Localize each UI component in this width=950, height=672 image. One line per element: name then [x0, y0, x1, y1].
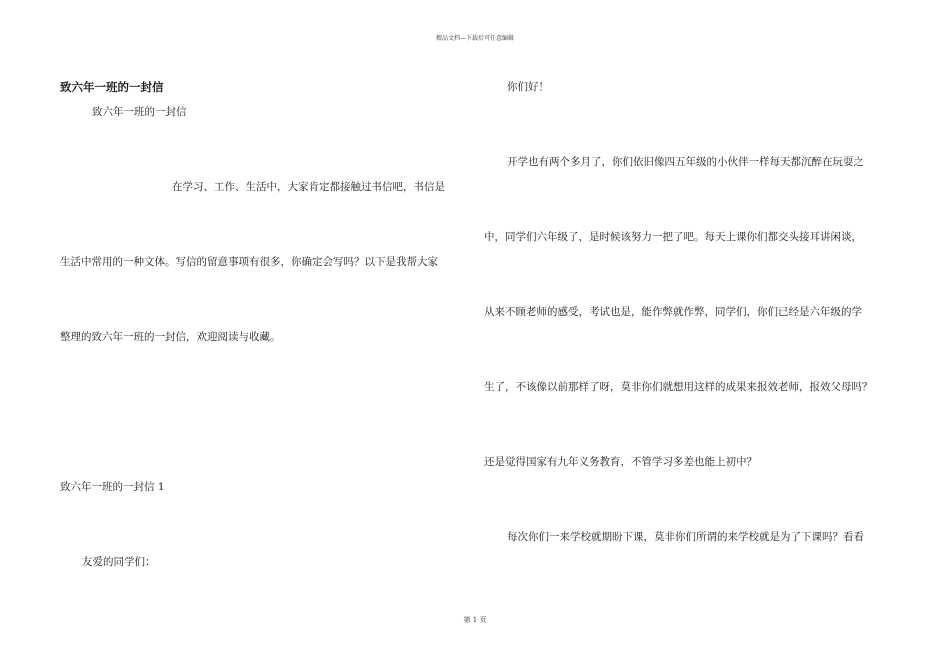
paragraph-1-line-4: 生了，不该像以前那样了呀，莫非你们就想用这样的成果来报效老师，报效父母吗？: [484, 381, 873, 393]
salutation: 友爱的同学们：: [82, 556, 156, 568]
section-heading: 致六年一班的一封信 1: [60, 481, 165, 493]
paragraph-1-line-3: 从来不顾老师的感受，考试也是，能作弊就作弊，同学们，你们已经是六年级的学: [484, 306, 862, 318]
page-number: 第 1 页: [463, 616, 487, 624]
paragraph-1-line-2: 中，同学们六年级了，是时候该努力一把了吧。每天上课你们都交头接耳讲闲谈，: [484, 231, 862, 243]
paragraph-1-line-5: 还是觉得国家有九年义务教育，不管学习多差也能上初中？: [484, 456, 757, 468]
intro-line-2: 生活中常用的一种文体。写信的留意事项有很多，你确定会写吗？以下是我帮大家: [60, 256, 438, 268]
intro-line-3: 整理的致六年一班的一封信，欢迎阅读与收藏。: [60, 331, 281, 343]
paragraph-2-line-1: 每次你们一来学校就期盼下课，莫非你们所谓的来学校就是为了下课吗？看看: [507, 531, 864, 543]
intro-line-1: 在学习、工作、生活中，大家肯定都接触过书信吧，书信是: [172, 181, 445, 193]
greeting: 你们好！: [507, 81, 549, 93]
page-header: 精品文档---下载后可任意编辑: [435, 35, 515, 42]
document-title: 致六年一班的一封信: [60, 80, 164, 94]
paragraph-1-line-1: 开学也有两个多月了，你们依旧像四五年级的小伙伴一样每天都沉醉在玩耍之: [507, 156, 864, 168]
subtitle: 致六年一班的一封信: [92, 106, 187, 118]
